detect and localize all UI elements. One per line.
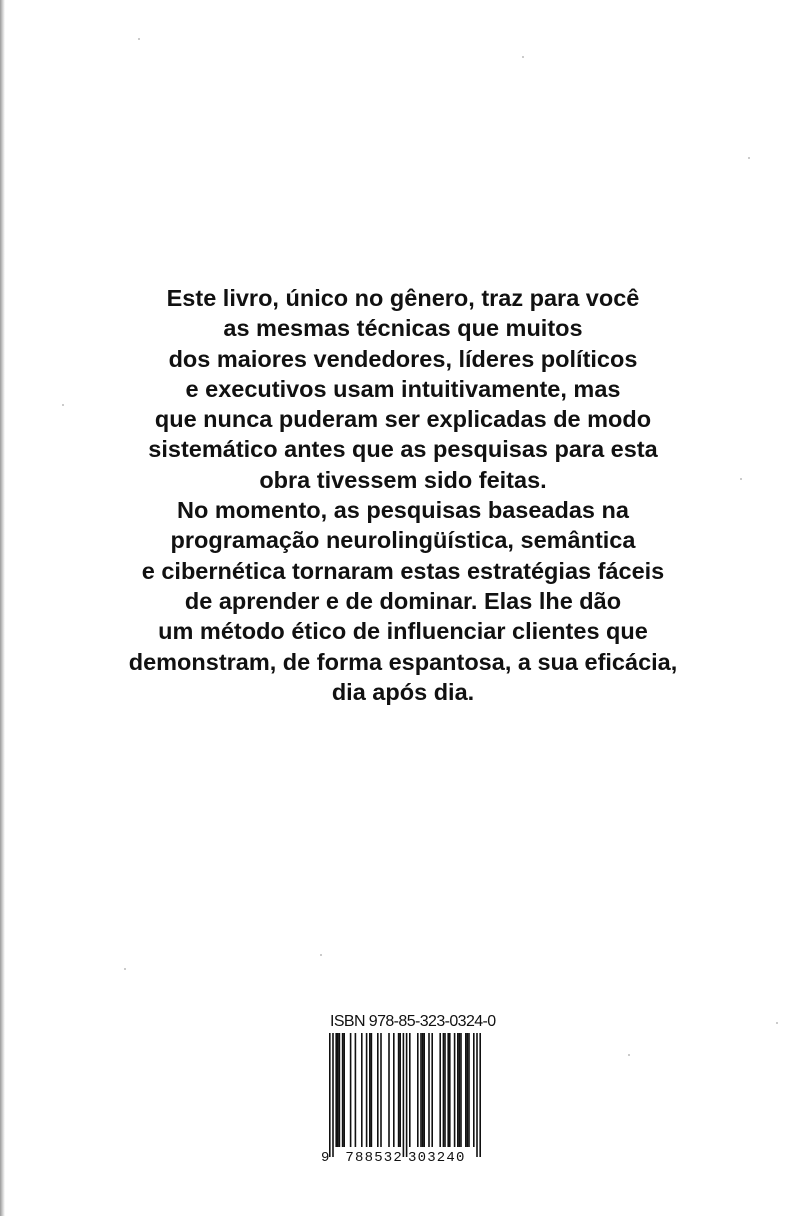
scan-speck (138, 38, 140, 40)
barcode-bar (371, 1033, 373, 1147)
barcode-bar (431, 1033, 433, 1147)
barcode-bar (420, 1033, 422, 1147)
back-cover-blurb (60, 283, 746, 707)
barcode-right-digits: 303240 (408, 1150, 466, 1165)
barcode-bar (369, 1033, 371, 1147)
barcode-bar (393, 1033, 395, 1147)
barcode-bar (335, 1033, 337, 1147)
barcode-bar (377, 1033, 379, 1147)
scan-speck (748, 157, 750, 159)
blurb-line: as mesmas técnicas que muitos (223, 315, 583, 342)
barcode-bar (449, 1033, 451, 1147)
barcode-bar (422, 1033, 424, 1147)
barcode-bar (409, 1033, 411, 1147)
scan-speck (124, 968, 126, 970)
blurb-line: programação neurolingüística, semântica (170, 527, 636, 554)
blurb-line: demonstram, de forma espantosa, a sua eficácia, (128, 648, 678, 675)
barcode-bar (388, 1033, 390, 1147)
barcode-bar (343, 1033, 345, 1147)
barcode-bar (443, 1033, 445, 1147)
barcode-first-digit: 9 (321, 1150, 330, 1165)
barcode-bar (476, 1033, 478, 1157)
barcode-bar (355, 1033, 357, 1147)
barcode-bar (467, 1033, 469, 1147)
barcode-bar (399, 1033, 401, 1147)
barcode-left-digits: 788532 (345, 1150, 403, 1165)
page-edge-shadow (0, 0, 5, 1216)
barcode-bar (361, 1033, 363, 1147)
barcode-bar (398, 1033, 400, 1147)
barcode (318, 1033, 488, 1165)
isbn-label: ISBN 978-85-323-0324-0 (330, 1013, 496, 1030)
scan-speck (320, 954, 322, 956)
isbn-barcode-block (318, 1013, 496, 1165)
barcode-bar (459, 1033, 461, 1147)
barcode-bar (479, 1033, 481, 1157)
barcode-bar (406, 1033, 408, 1157)
barcode-bar (460, 1033, 462, 1147)
barcode-bar (423, 1033, 425, 1147)
scan-speck (522, 56, 524, 58)
barcode-bar (339, 1033, 341, 1147)
barcode-bar (473, 1033, 475, 1147)
barcode-bar (447, 1033, 449, 1147)
barcode-bar (350, 1033, 352, 1147)
blurb-line: um método ético de influenciar clientes que (158, 618, 648, 645)
barcode-bar (329, 1033, 331, 1157)
blurb-line: dos maiores vendedores, líderes políticos (168, 345, 638, 372)
barcode-bar (465, 1033, 467, 1147)
blurb-line: e cibernética tornaram estas estratégias fáceis (141, 557, 665, 584)
barcode-bar (332, 1033, 334, 1157)
barcode-bar (380, 1033, 382, 1147)
barcode-bar (468, 1033, 470, 1147)
barcode-bar (366, 1033, 368, 1147)
scan-speck (776, 1022, 778, 1024)
blurb-line: obra tivessem sido feitas. (259, 466, 547, 493)
blurb-line: sistemático antes que as pesquisas para esta (148, 436, 658, 463)
barcode-bar (428, 1033, 430, 1147)
barcode-bar (439, 1033, 441, 1147)
blurb-line: de aprender e de dominar. Elas lhe dão (184, 587, 622, 614)
blurb-line: e executivos usam intuitivamente, mas (185, 375, 621, 402)
barcode-bar (403, 1033, 405, 1157)
blurb-line: que nunca puderam ser explicadas de modo (154, 406, 652, 433)
blurb-line: dia após dia. (331, 678, 475, 705)
barcode-bar (337, 1033, 339, 1147)
barcode-bar (417, 1033, 419, 1147)
barcode-bar (444, 1033, 446, 1147)
blurb-line: Este livro, único no gênero, traz para você (166, 285, 640, 311)
scan-speck (628, 1054, 630, 1056)
barcode-bar (342, 1033, 344, 1147)
barcode-bars (329, 1033, 481, 1157)
barcode-bar (457, 1033, 459, 1147)
blurb-line: No momento, as pesquisas baseadas na (177, 497, 629, 524)
barcode-bar (454, 1033, 456, 1147)
